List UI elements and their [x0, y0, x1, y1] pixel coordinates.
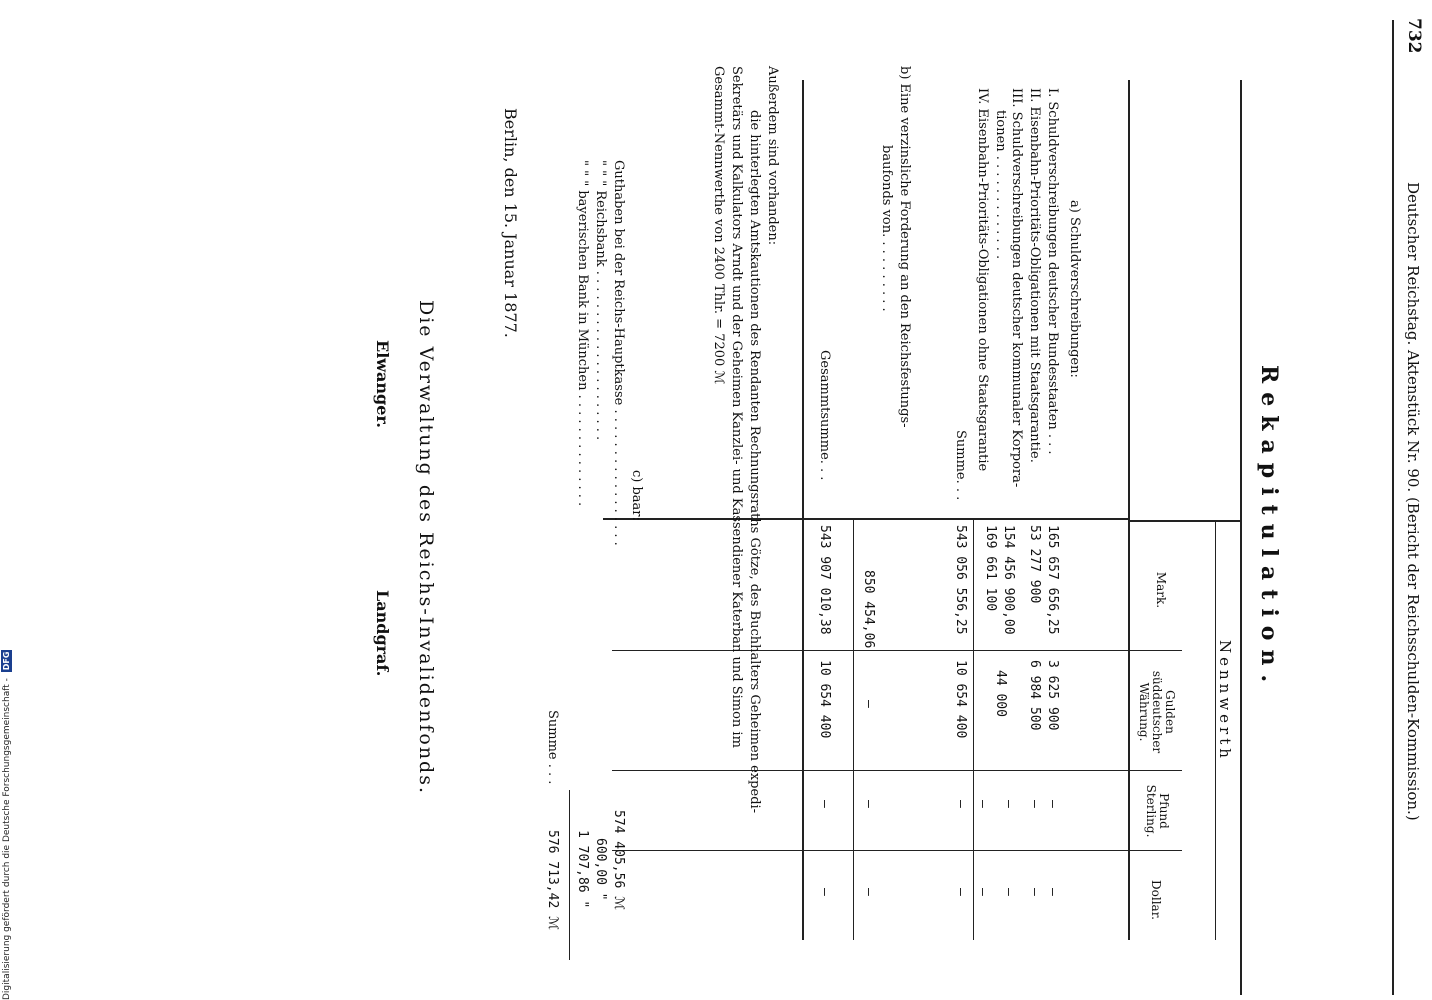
section-a-heading: a) Schuldverschreibungen: — [1067, 200, 1082, 378]
cash-row-label: " " " Reichsbank . . . . . . . . . . . . . . . . . . . . . — [593, 160, 608, 441]
cash-row-label: Guthaben bei der Reichs-Hauptkasse . . . . . . . . . . . . . . . . . — [611, 160, 626, 546]
digitization-stamp — [0, 0, 14, 1000]
cash-heading: c) baar: — [629, 470, 644, 521]
col-rule-2 — [612, 770, 1182, 771]
total-label: Gesammtsumme. . . — [817, 350, 832, 481]
row-mark-value: 154 456 900,00 — [1001, 525, 1016, 635]
row-dollar-value: — — [1045, 888, 1060, 896]
row-dollar-value: — — [975, 888, 990, 896]
sum-gulden-value: 10 654 400 — [953, 660, 968, 739]
row-mark-value: 165 657 656,25 — [1045, 525, 1060, 635]
amount-block-left-rule — [1130, 520, 1240, 522]
total-pfund-value: — — [817, 800, 832, 808]
row-label: II. Eisenbahn-Prioritäts-Obligationen mit Staatsgarantie. — [1027, 88, 1042, 463]
sum-rule — [973, 520, 974, 940]
column-group-heading: Nennwerth — [1216, 640, 1234, 762]
stamp-text: Digitalisierung gefördert durch die Deutsche Forschungsgemeinschaft - — [2, 678, 12, 1000]
header-rule — [1392, 20, 1394, 995]
section-b-gulden-value: — — [861, 700, 876, 708]
section-b-dollar-value: — — [861, 888, 876, 896]
total-rule — [853, 520, 854, 940]
running-title: Deutscher Reichstag. Aktenstück Nr. 90. (Bericht der Reichsschulden-Kommission.) — [1404, 182, 1422, 821]
sum-pfund-value: — — [953, 800, 968, 808]
total-dollar-value: — — [817, 888, 832, 896]
cash-sum-rule — [569, 790, 570, 960]
row-label: IV. Eisenbahn-Prioritäts-Obligationen ohne Staatsgarantie — [975, 88, 990, 472]
place-date: Berlin, den 15. Januar 1877. — [501, 108, 520, 338]
col-rule-3 — [612, 850, 1182, 851]
table-bottom-rule — [802, 80, 804, 940]
page-number: 732 — [1404, 18, 1424, 54]
additional-line-2: Sekretärs und Kalkulators Arndt und der Geheimen Kanzlei- und Kassendiener Katerban und Simon im — [729, 66, 744, 748]
row-mark-value: 169 661 100 — [983, 525, 998, 612]
signing-authority: Die Verwaltung des Reichs-Invalidenfonds. — [415, 300, 437, 796]
row-mark-value: 53 277 900 — [1027, 525, 1042, 604]
row-gulden-value: 44 000 — [993, 670, 1008, 717]
cash-sum-value: 576 713,42 ℳ — [545, 830, 560, 930]
additional-line-1: die hinterlegten Amtskautionen des Rendanten Rechnungsraths Götze, des Buchhalters Geheimen expedi- — [747, 110, 762, 814]
row-gulden-value: 6 984 500 — [1027, 660, 1042, 731]
row-pfund-value: — — [975, 800, 990, 808]
row-label: I. Schuldverschreibungen deutscher Bundesstaaten . . . — [1045, 88, 1060, 455]
col-rule-1 — [612, 650, 1182, 651]
sum-label: Summe. . . — [953, 430, 968, 501]
row-pfund-value: — — [1001, 800, 1016, 808]
additional-intro: Außerdem sind vorhanden: — [765, 66, 780, 246]
row-pfund-value: — — [1027, 800, 1042, 808]
cash-row-value: 600,00 " — [593, 838, 608, 901]
column-heading-mark: Mark. — [1154, 571, 1168, 609]
page-title: Rekapitulation. — [1256, 365, 1282, 692]
signature-name-right: Landgraf. — [373, 590, 392, 677]
cash-row-value: 1 707,86 " — [575, 830, 590, 909]
row-dollar-value: — — [1027, 888, 1042, 896]
section-b-mark-value: 850 454,06 — [861, 570, 876, 649]
column-heading-pfund: Pfund Sterling. — [1144, 784, 1171, 838]
cash-row-label: " " " bayerischen Bank in München . . . . . . . . . . . . . . — [575, 160, 590, 507]
table-top-rule — [1240, 80, 1242, 995]
row-gulden-value: 3 625 900 — [1045, 660, 1060, 731]
dfg-logo: DFG — [2, 651, 11, 671]
section-b-label-continuation: baufonds von. . . . . . . . . . — [879, 145, 894, 312]
column-header-bottom-rule — [1128, 80, 1130, 940]
column-heading-dollar: Dollar. — [1149, 880, 1163, 920]
sum-dollar-value: — — [953, 888, 968, 896]
total-mark-value: 543 907 010,38 — [817, 525, 832, 635]
section-b-pfund-value: — — [861, 800, 876, 808]
additional-line-3: Gesammt-Nennwerthe von 2400 Thlr. = 7200 ℳ — [711, 66, 726, 385]
sum-mark-value: 543 056 556,25 — [953, 525, 968, 635]
signature-name-left: Elwanger. — [373, 340, 392, 428]
row-label-continuation: tionen . . . . . . . . . . . . . — [993, 110, 1008, 260]
column-heading-gulden: Gulden süddeutscher Währung. — [1137, 670, 1177, 754]
section-b-label: b) Eine verzinsliche Forderung an den Reichsfestungs- — [897, 66, 912, 428]
row-pfund-value: — — [1045, 800, 1060, 808]
cash-sum-label: Summe . . . — [545, 710, 560, 785]
cash-row-value: 574 405,56 ℳ — [611, 810, 626, 910]
row-dollar-value: — — [1001, 888, 1016, 896]
row-label: III. Schuldverschreibungen deutscher kommunaler Korpora- — [1009, 88, 1024, 488]
total-gulden-value: 10 654 400 — [817, 660, 832, 739]
label-column-rule — [603, 518, 1128, 520]
